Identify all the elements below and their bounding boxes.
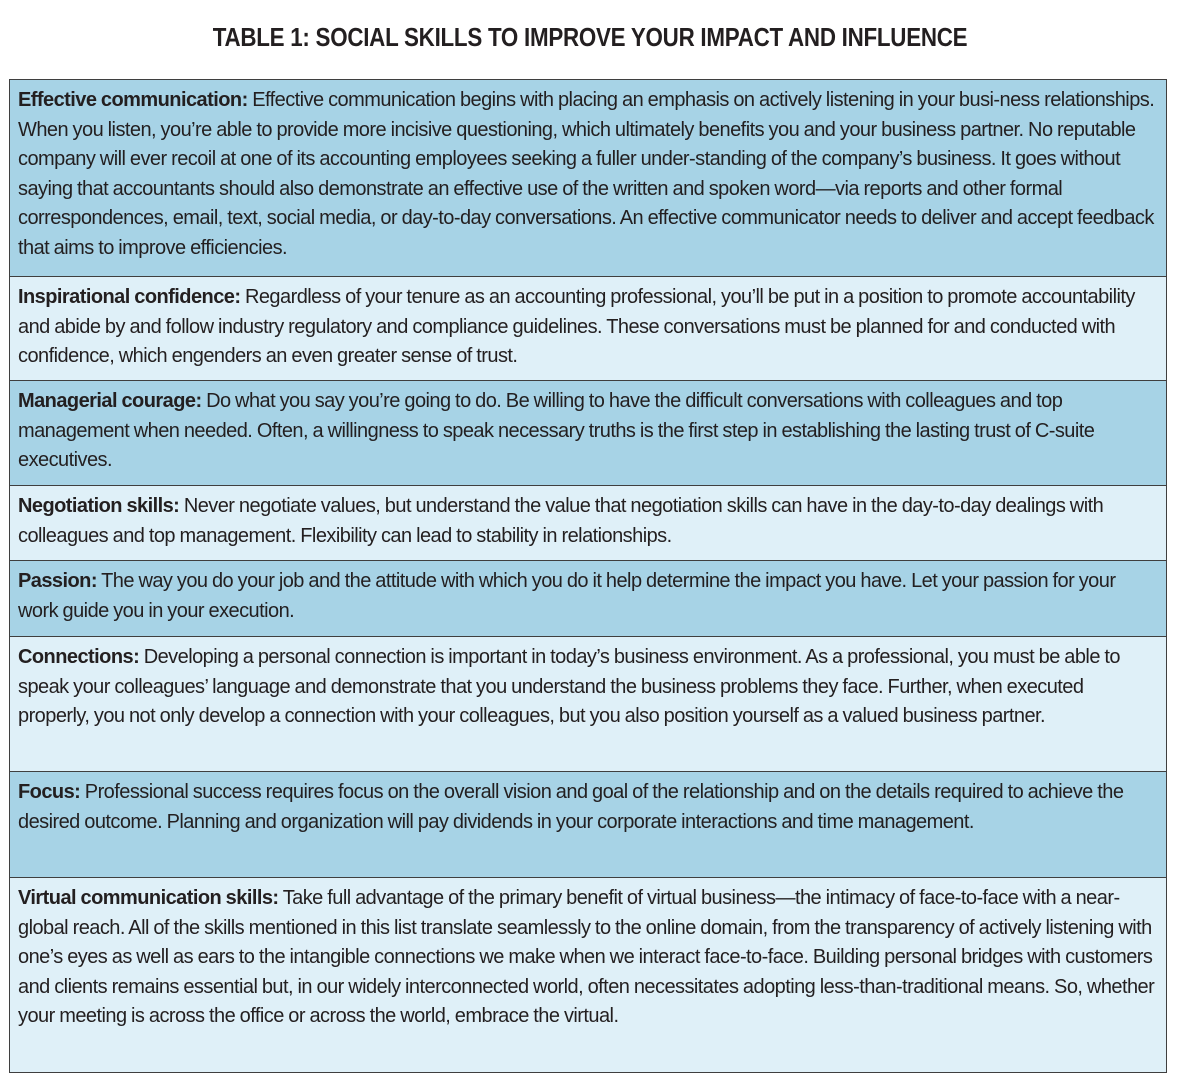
row-text: Never negotiate values, but understand the value that negotiation skills can have in the day-to-day dealings with colleagues and top management. Flexibility can lead to stability in relationships.: [18, 495, 1104, 547]
row-text: Regardless of your tenure as an accounting professional, you’ll be put in a position to promote accountability and abide by and follow industry regulatory and compliance guidelines. These conversations must be planned for and conducted with confidence, which engenders an even greater sense of trust.: [18, 286, 1135, 368]
table-row-passion: [10, 560, 1166, 636]
table-row-effective-communication: [10, 80, 1166, 276]
table-row-connections: [10, 636, 1166, 771]
table-row-negotiation-skills: [10, 485, 1166, 560]
row-text: The way you do your job and the attitude with which you do it help determine the impact you have. Let your passion for your work guide you in your execution.: [18, 570, 1116, 622]
table-row-virtual-communication-skills: [10, 877, 1166, 1072]
row-text: Professional success requires focus on the overall vision and goal of the relationship and on the details required to achieve the desired outcome. Planning and organization will pay dividends in your corporate interactions and time management.: [18, 781, 1124, 833]
row-label: Passion:: [18, 570, 97, 592]
row-label: Managerial courage:: [18, 390, 202, 412]
row-text: Do what you say you’re going to do. Be willing to have the difficult conversations with colleagues and top management when needed. Often, a willingness to speak necessary truths is the first step in establishing the lasting trust of C-suite executives.: [18, 390, 1095, 472]
row-label: Effective communication:: [18, 89, 248, 111]
table-row-managerial-courage: [10, 380, 1166, 485]
row-text: Developing a personal connection is important in today’s business environment. As a professional, you must be able to speak your colleagues’ language and demonstrate that you understand the business problems they face. Further, when executed properly, you not only develop a connection with your colleagues, but you also position yourself as a valued business partner.: [18, 646, 1120, 728]
row-text: Take full advantage of the primary benefit of virtual business—the intimacy of face-to-face with a near-global reach. All of the skills mentioned in this list translate seamlessly to the online domain, from the transparency of actively listening with one’s eyes as well as ears to the intangible connections we make when we interact face-to-face. Building personal bridges with customers and clients remains essential but, in our widely interconnected world, often necessitates adopting less-than-traditional means. So, whether your meeting is across the office or across the world, embrace the virtual.: [18, 887, 1155, 1028]
row-label: Connections:: [18, 646, 140, 668]
row-label: Virtual communication skills:: [18, 887, 279, 909]
table-row-focus: [10, 771, 1166, 877]
social-skills-table: [9, 79, 1167, 1073]
row-label: Negotiation skills:: [18, 495, 180, 517]
row-label: Focus:: [18, 781, 81, 803]
table-row-inspirational-confidence: [10, 276, 1166, 380]
row-label: Inspirational confidence:: [18, 286, 241, 308]
table-title: TABLE 1: SOCIAL SKILLS TO IMPROVE YOUR IMPACT AND INFLUENCE: [212, 22, 968, 52]
row-text: Effective communication begins with placing an emphasis on actively listening in your busi-ness relationships. When you listen, you’re able to provide more incisive questioning, which ultimately benefits you and your business partner. No reputable company will ever recoil at one of its accounting employees seeking a fuller under-standing of the company’s business. It goes without saying that accountants should also demonstrate an effective use of the written and spoken word—via reports and other formal correspondences, email, text, social media, or day-to-day conversations. An effective communicator needs to deliver and accept feedback that aims to improve efficiencies.: [18, 89, 1155, 259]
